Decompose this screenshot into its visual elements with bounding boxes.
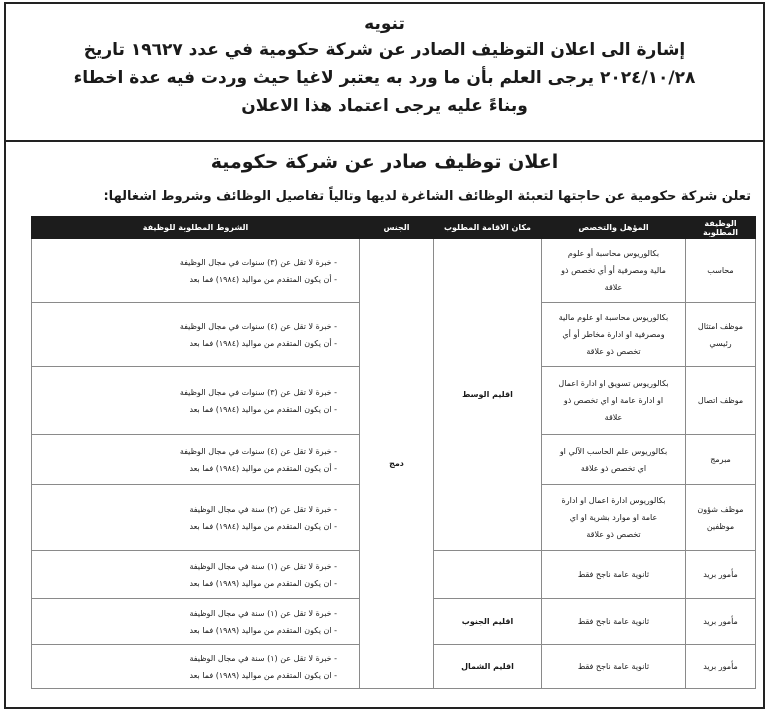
condition-line: - خبرة لا تقل عن (١) سنة في مجال الوظيفة [189,608,337,618]
qualification-cell [542,367,686,435]
condition-line: - خبرة لا تقل عن (٣) سنوات في مجال الوظيفة [179,257,337,267]
condition-line: - ان يكون المتقدم من مواليد (١٩٨٩) فما بعد [189,625,337,635]
condition-line: - خبرة لا تقل عن (٣) سنوات في مجال الوظيفة [179,387,337,397]
condition-line: - خبرة لا تقل عن (٤) سنوات في مجال الوظيفة [179,321,337,331]
condition-line: - ان يكون المتقدم من مواليد (١٩٨٩) فما بعد [189,578,337,588]
conditions-cell [32,367,360,435]
region-cell-empty [434,551,542,599]
job-title-line: موظف شؤون [697,504,744,514]
qualification-line: علاقة [604,413,623,422]
qualification-cell [542,435,686,485]
qualification-cell [542,239,686,303]
table-header-row [32,217,756,239]
qualification-line: بكالوريوس ادارة اعمال او ادارة [561,496,666,505]
qualification-line: تخصص ذو علاقة [586,530,641,539]
job-advertisement [4,142,765,709]
region-cell-north: اقليم الشمال [434,645,542,689]
job-title-cell: مأمور بريد [686,599,756,645]
condition-line: - أن يكون المتقدم من مواليد (١٩٨٤) فما بعد [189,274,337,284]
qualification-line: ومصرفية او ادارة مخاطر أو أي [562,330,665,339]
notice-title: تنويه [364,14,405,34]
condition-line: - أن يكون المتقدم من مواليد (١٩٨٤) فما بعد [189,338,337,348]
job-title-line: موظفين [706,521,735,531]
condition-line: - خبرة لا تقل عن (٢) سنة في مجال الوظيفة [189,504,337,514]
header-conditions: الشروط المطلوبة للوظيفة [32,217,360,239]
qualification-cell: ثانوية عامة ناجح فقط [542,599,686,645]
condition-line: - ان يكون المتقدم من مواليد (١٩٨٤) فما بعد [189,404,337,414]
qualification-cell [542,485,686,551]
condition-line: - خبرة لا تقل عن (١) سنة في مجال الوظيفة [189,653,337,663]
qualification-line: بكالوريوس محاسبة أو علوم [567,249,660,258]
notice-line-1: إشارة الى اعلان التوظيف الصادر عن شركة حكومية في عدد ١٩٦٢٧ تاريخ [83,40,686,60]
qualification-cell [542,303,686,367]
job-title-cell: موظف اتصال [686,367,756,435]
conditions-cell [32,645,360,689]
qualification-line: او ادارة عامة او اي تخصص ذو [563,396,664,405]
header-residence: مكان الاقامة المطلوب [434,217,542,239]
header-gender: الجنس [360,217,434,239]
jobs-table [31,216,756,689]
conditions-cell [32,485,360,551]
qualification-line: بكالوريوس علم الحاسب الآلي او [559,446,668,456]
qualification-line: علاقة [604,283,623,292]
qualification-line: بكالوريوس محاسبة او علوم مالية [558,313,669,322]
condition-line: - خبرة لا تقل عن (١) سنة في مجال الوظيفة [189,561,337,571]
job-title-cell: مبرمج [686,435,756,485]
condition-line: - ان يكون المتقدم من مواليد (١٩٨٩) فما بعد [189,670,337,680]
job-title-cell [686,303,756,367]
qualification-cell: ثانوية عامة ناجح فقط [542,551,686,599]
conditions-cell [32,599,360,645]
qualification-line: بكالوريوس تسويق او ادارة اعمال [558,379,669,388]
qualification-line: عامة او موارد بشرية او اي [569,513,658,522]
job-title-cell: مأمور بريد [686,551,756,599]
ad-title: اعلان توظيف صادر عن شركة حكومية [210,151,559,173]
condition-line: - أن يكون المتقدم من مواليد (١٩٨٤) فما بعد [189,463,337,473]
qualification-line: مالية ومصرفية أو أي تخصص ذو [561,266,666,275]
job-title-cell [686,485,756,551]
region-cell-central: اقليم الوسط [434,239,542,551]
conditions-cell [32,239,360,303]
condition-line: - ان يكون المتقدم من مواليد (١٩٨٤) فما بعد [189,521,337,531]
qualification-line: اي تخصص ذو علاقة [580,463,647,473]
conditions-cell [32,303,360,367]
job-title-line: رئيسي [709,338,732,348]
job-title-cell: مأمور بريد [686,645,756,689]
notice-line-3: وبناءً عليه يرجى اعتماد هذا الاعلان [241,96,528,116]
notice-line-2: ٢٠٢٤/١٠/٢٨ يرجى العلم بأن ما ورد به يعتبر لاغيا حيث وردت فيه عدة اخطاء [73,68,696,88]
job-title-cell: محاسب [686,239,756,303]
conditions-cell [32,551,360,599]
qualification-cell: ثانوية عامة ناجح فقط [542,645,686,689]
table-row [32,239,756,303]
header-qualification: المؤهل والتخصص [542,217,686,239]
ad-intro: تعلن شركة حكومية عن حاجتها لتعبئة الوظائف الشاغرة لديها وتالياً تفاصيل الوظائف وشروط اشغالها: [103,189,751,204]
header-job-title: الوظيفة المطلوبة [686,217,756,239]
conditions-cell [32,435,360,485]
qualification-line: تخصص ذو علاقة [586,347,641,356]
region-cell-south: اقليم الجنوب [434,599,542,645]
gender-cell: دمج [360,239,434,689]
condition-line: - خبرة لا تقل عن (٤) سنوات في مجال الوظيفة [179,446,337,456]
job-title-line: موظف امتثال [697,321,744,331]
notice-box [4,2,765,142]
